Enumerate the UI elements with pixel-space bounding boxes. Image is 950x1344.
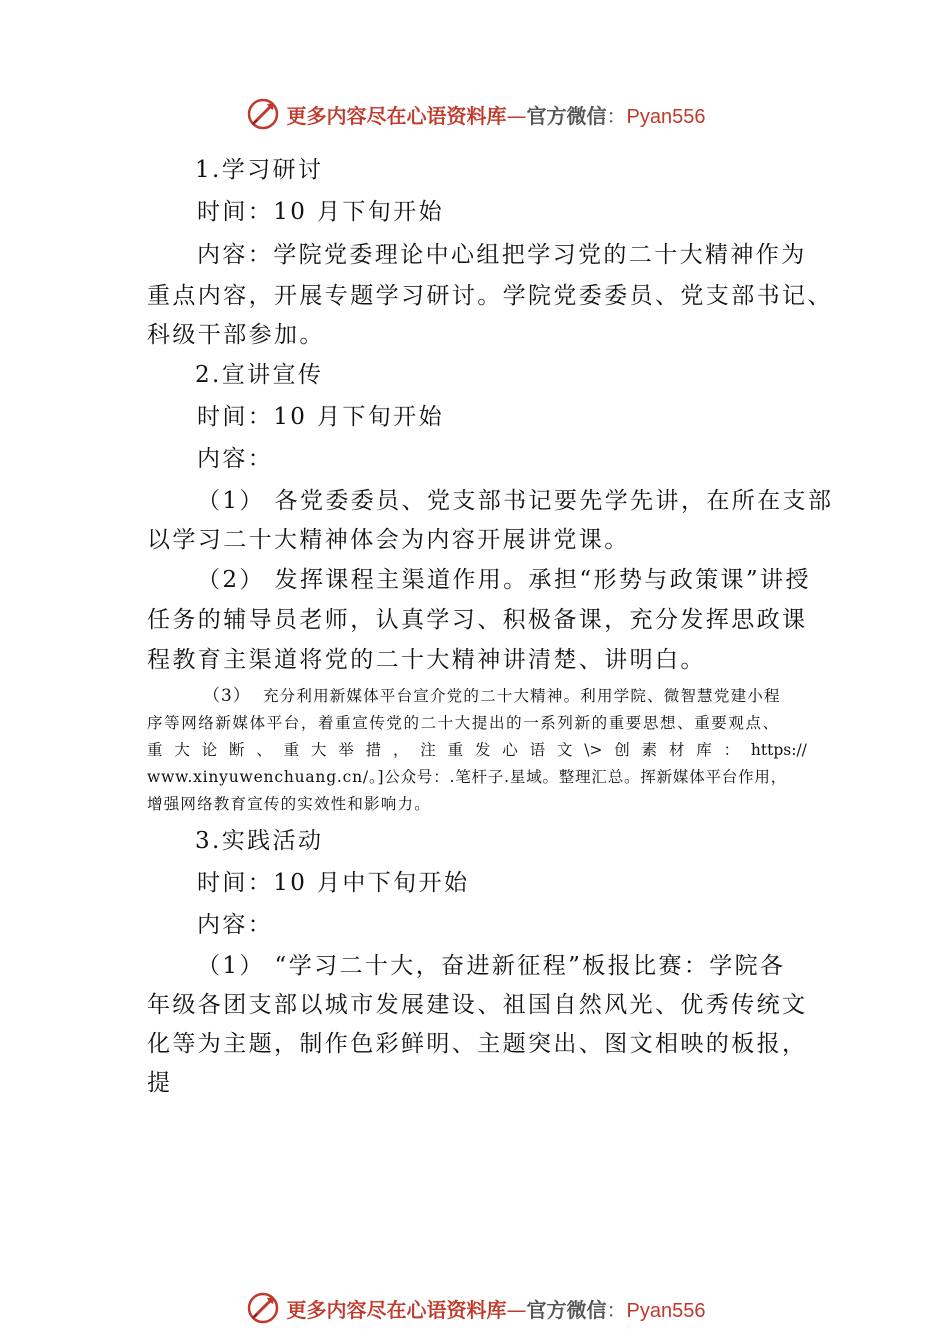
footer-banner-text — [287, 1294, 706, 1323]
section3-item1-line-4: 提 — [147, 1070, 173, 1096]
footer-library-text: 更多内容尽在心语资料库 — [286, 1297, 507, 1322]
section1-heading: 1.学习研讨 — [195, 157, 324, 183]
section2-item3-line-3-part: ， — [392, 741, 409, 759]
header-colon: ： — [606, 103, 627, 128]
section2-item3-line-3-part: 大 — [310, 741, 327, 759]
section2-item3-line-3-part: 重 — [447, 741, 464, 759]
section2-item2-line-3: 程教育主渠道将党的二十大精神讲清楚、讲明白。 — [147, 647, 706, 673]
header-banner — [0, 94, 950, 134]
section2-item3-line-3-part: 断 — [228, 741, 245, 759]
section2-item3-line-3-part: 举 — [338, 741, 354, 759]
section2-item3-line-3-part: 措 — [365, 741, 382, 759]
section1-content-line-3: 科级干部参加。 — [147, 322, 325, 348]
section2-item3-line-3-part: 大 — [174, 741, 190, 759]
quill-logo-icon — [245, 96, 281, 132]
section2-item3-line-3-part: 素 — [641, 741, 658, 759]
footer-dash: — — [506, 1297, 527, 1322]
header-wechat-label: 官方微信 — [526, 103, 607, 128]
section2-item3-line-3-part: 语 — [529, 741, 546, 759]
section2-item3-line-3-part: ： — [723, 741, 740, 759]
section2-item3-line-3-part: 发 — [474, 741, 491, 759]
section3-heading: 3.实践活动 — [195, 828, 324, 854]
section2-item3-line-3-part: 心 — [502, 741, 518, 759]
section2-item2-line-1: （2） 发挥课程主渠道作用。承担“形势与政策课”讲授 — [197, 567, 811, 593]
section2-item3-line-3-part: 重 — [147, 741, 163, 759]
section2-item3-line-3-part: 创 — [614, 741, 630, 759]
section2-item3-line-3-part: 论 — [201, 741, 218, 759]
header-library-text: 更多内容尽在心语资料库 — [286, 103, 507, 128]
section2-item3-line-3-part: \> — [584, 741, 603, 759]
section2-item3-line-5: 增强网络教育宣传的实效性和影响力。 — [147, 795, 431, 813]
section2-item3-line-1 — [203, 684, 781, 708]
section2-item3-line-3 — [147, 738, 807, 762]
footer-banner — [0, 1288, 950, 1328]
section2-item3-line-3-part: 库 — [696, 741, 712, 759]
section2-item3-line-3-part: 、 — [256, 741, 272, 759]
section1-content-line-1: 内容：学院党委理论中心组把学习党的二十大精神作为 — [197, 242, 807, 268]
header-dash: — — [506, 103, 527, 128]
quill-logo-icon — [245, 1290, 281, 1326]
section2-item3-line-1-text: 充分利用新媒体平台宣介党的二十大精神。利用学院、微智慧党建小程 — [262, 687, 781, 705]
section2-item1-line-2: 以学习二十大精神体会为内容开展讲党课。 — [147, 527, 630, 553]
section2-item3-line-3-part: 重 — [283, 741, 300, 759]
section2-content-label: 内容： — [197, 446, 274, 472]
section2-item3-line-4: www.xinyuwenchuang.cn/。]公众号：.笔杆子.星域。整理汇总。挥新媒体平台作用， — [147, 768, 787, 786]
footer-colon: ： — [606, 1297, 627, 1322]
section3-item1-line-2: 年级各团支部以城市发展建设、祖国自然风光、优秀传统文 — [147, 992, 808, 1018]
footer-wechat-label: 官方微信 — [526, 1297, 607, 1322]
section2-item3-line-3-part: 文 — [556, 741, 573, 759]
section2-item2-line-2: 任务的辅导员老师，认真学习、积极备课，充分发挥思政课 — [147, 607, 808, 633]
header-banner-text — [287, 100, 706, 129]
section2-item3-line-3-part: 材 — [668, 741, 685, 759]
section3-content-label: 内容： — [197, 912, 274, 938]
section3-item1-line-1: （1） “学习二十大，奋进新征程”板报比赛：学院各 — [197, 953, 786, 979]
header-wechat-id: Pyan556 — [626, 105, 706, 128]
section2-item1-line-1: （1） 各党委委员、党支部书记要先学先讲，在所在支部 — [197, 488, 834, 514]
section2-time: 时间：10 月下旬开始 — [197, 404, 444, 430]
section3-time: 时间：10 月中下旬开始 — [197, 870, 470, 896]
section1-content-line-2: 重点内容，开展专题学习研讨。学院党委委员、党支部书记、 — [147, 283, 833, 309]
section3-item1-line-3: 化等为主题，制作色彩鲜明、主题突出、图文相映的板报， — [147, 1031, 808, 1057]
section2-item3-line-3-part: 注 — [420, 741, 436, 759]
footer-wechat-id: Pyan556 — [626, 1299, 706, 1322]
section2-heading: 2.宣讲宣传 — [195, 362, 324, 388]
section1-time: 时间：10 月下旬开始 — [197, 199, 444, 225]
section2-item3-line-3-part: https:// — [750, 741, 807, 759]
section2-item3-line-2: 序等网络新媒体平台，着重宣传党的二十大提出的一系列新的重要思想、重要观点、 — [147, 714, 780, 732]
section2-item3-number: （3） — [203, 686, 251, 706]
